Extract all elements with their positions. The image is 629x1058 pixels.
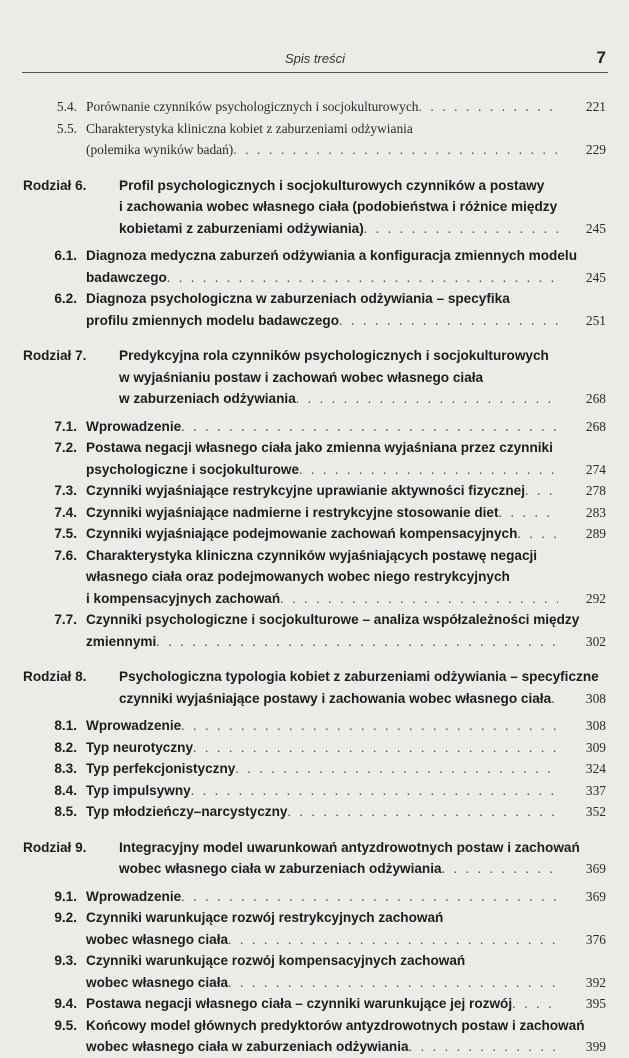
toc-line (0, 631, 629, 653)
toc-line (0, 801, 629, 823)
section-number: 9.5. (54, 1017, 77, 1033)
toc-section-entry (0, 993, 629, 1015)
section-page-number: 392 (585, 974, 606, 990)
chapter-page-number: 268 (585, 391, 606, 406)
chapter-title-line (0, 345, 629, 367)
chapter-title: Integracyjny model uwarunkowań antyzdrowotnych postaw i zachowań (119, 839, 580, 855)
toc-line (0, 480, 629, 502)
section-number: 7.1. (54, 418, 77, 434)
section-page-number: 278 (585, 483, 606, 498)
chapter-title: kobietami z zaburzeniami odżywiania) (119, 220, 364, 236)
page-header (22, 48, 608, 73)
toc-line (0, 737, 629, 759)
running-head: Spis treści (285, 51, 345, 66)
toc-section-entry (0, 96, 629, 118)
section-page-number: 302 (585, 633, 606, 649)
section-number: 9.4. (54, 996, 77, 1011)
section-title: Końcowy model głównych predyktorów antyzdrowotnych postaw i zachowań (86, 1017, 585, 1033)
toc-section-entry (0, 523, 629, 545)
section-title: i kompensacyjnych zachowań (86, 590, 281, 606)
chapter-title: Psychologiczna typologia kobiet z zaburzeniami odżywiania – specyficzne (119, 669, 599, 684)
chapter-block (0, 837, 629, 1058)
chapter-title-line (0, 858, 629, 880)
section-title: Czynniki wyjaśniające restrykcyjne uprawianie aktywności fizycznej (86, 483, 525, 498)
chapter-sections (0, 416, 629, 653)
toc-line (0, 459, 629, 481)
toc-line (0, 1036, 629, 1058)
toc-section-entry (0, 780, 629, 802)
chapter-title-line (0, 175, 629, 197)
section-number: 9.1. (54, 888, 77, 904)
toc-line (0, 310, 629, 332)
section-number: 8.5. (54, 804, 77, 819)
section-title: Czynniki wyjaśniające podejmowanie zachowań kompensacyjnych (86, 526, 518, 541)
dot-leader (233, 139, 558, 161)
chapter-title-line (0, 388, 629, 410)
toc-line (0, 288, 629, 310)
section-page-number: 283 (585, 504, 606, 520)
page-number: 7 (596, 48, 606, 67)
section-page-number: 292 (585, 590, 606, 606)
section-title: (polemika wyników badań) (86, 142, 234, 157)
dot-leader (339, 310, 558, 332)
section-number: 6.2. (54, 291, 77, 306)
section-page-number: 289 (585, 526, 606, 541)
section-page-number: 245 (585, 269, 606, 285)
section-title: Wprowadzenie (86, 418, 182, 434)
chapter-title-line (0, 666, 629, 688)
chapter-heading (0, 666, 629, 709)
toc-line (0, 245, 629, 267)
section-page-number: 369 (585, 888, 606, 904)
dot-leader (551, 688, 558, 710)
section-number: 8.1. (54, 718, 77, 733)
chapter-block (0, 666, 629, 823)
toc-line (0, 758, 629, 780)
section-title: Typ impulsywny (86, 782, 191, 798)
toc-line (0, 929, 629, 951)
section-title: Typ perfekcjonistyczny (86, 761, 236, 776)
section-title: profilu zmiennych modelu badawczego (86, 312, 340, 328)
chapter-label: Rodział 8. (23, 669, 87, 684)
dot-leader (409, 1036, 558, 1058)
section-page-number: 324 (585, 761, 606, 776)
chapter-title-line (0, 837, 629, 859)
dot-leader (299, 459, 558, 481)
dot-leader (296, 388, 558, 410)
section-number: 8.3. (54, 761, 77, 776)
dot-leader (418, 96, 558, 118)
toc-section-entry (0, 288, 629, 331)
toc-line (0, 96, 629, 118)
section-number: 7.7. (54, 612, 77, 627)
chapter-heading (0, 175, 629, 240)
chapter-label: Rodział 6. (23, 177, 87, 193)
toc-line (0, 886, 629, 908)
section-title: Typ młodzieńczy–narcystyczny (86, 804, 288, 819)
chapter-page-number: 369 (585, 861, 606, 876)
toc-line (0, 545, 629, 567)
section-title: Czynniki wyjaśniające nadmierne i restrykcyjne stosowanie diet (86, 504, 499, 520)
section-title: Wprowadzenie (86, 718, 182, 733)
chapter-title-line (0, 196, 629, 218)
toc-section-entry (0, 437, 629, 480)
chapter-title-line (0, 688, 629, 710)
chapter-title-line (0, 218, 629, 240)
section-title: Wprowadzenie (86, 888, 182, 904)
dot-leader (228, 929, 558, 951)
chapter-heading (0, 345, 629, 410)
chapter-block (0, 175, 629, 332)
section-number: 7.3. (54, 483, 77, 498)
section-title: Porównanie czynników psychologicznych i socjokulturowych (86, 99, 419, 114)
section-title: Czynniki psychologiczne i socjokulturowe – analiza współzależności między (86, 612, 580, 627)
toc-line (0, 972, 629, 994)
chapter-title: Predykcyjna rola czynników psychologicznych i socjokulturowych (119, 348, 549, 363)
chapter-title: Profil psychologicznych i socjokulturowych czynników a postawy (119, 177, 545, 193)
section-title: badawczego (86, 269, 167, 285)
section-title: Diagnoza psychologiczna w zaburzeniach odżywiania – specyfika (86, 291, 510, 306)
toc-line (0, 950, 629, 972)
section-page-number: 221 (585, 99, 606, 114)
toc-line (0, 715, 629, 737)
dot-leader (235, 758, 558, 780)
toc-section-entry (0, 801, 629, 823)
section-title: zmiennymi (86, 633, 157, 649)
dot-leader (512, 993, 558, 1015)
toc-section-entry (0, 737, 629, 759)
dot-leader (364, 218, 558, 240)
section-number: 7.5. (54, 526, 77, 541)
dot-leader (181, 886, 558, 908)
toc-line (0, 416, 629, 438)
toc-line (0, 118, 629, 140)
section-title: wobec własnego ciała w zaburzeniach odżywiania (86, 1039, 409, 1054)
toc-line (0, 993, 629, 1015)
section-title: wobec własnego ciała (86, 931, 229, 947)
dot-leader (156, 631, 558, 653)
toc-line (0, 907, 629, 929)
section-title: Charakterystyka kliniczna czynników wyjaśniających postawę negacji (86, 547, 538, 563)
dot-leader (280, 588, 558, 610)
section-number: 5.4. (56, 99, 77, 114)
chapter-title-line (0, 367, 629, 389)
toc-section-entry (0, 715, 629, 737)
section-page-number: 268 (585, 418, 606, 434)
toc-section-entry (0, 1015, 629, 1058)
section-title: wobec własnego ciała (86, 974, 229, 990)
section-title: własnego ciała oraz podejmowanych wobec niego restrykcyjnych (86, 569, 510, 584)
toc-line (0, 267, 629, 289)
chapter-sections (0, 886, 629, 1058)
toc-line (0, 588, 629, 610)
toc-line (0, 139, 629, 161)
section-number: 7.6. (54, 547, 77, 563)
section-page-number: 308 (585, 718, 606, 733)
toc-line (0, 523, 629, 545)
section-title: Typ neurotyczny (86, 739, 194, 755)
section-number: 8.4. (54, 782, 77, 798)
toc-line (0, 566, 629, 588)
section-page-number: 376 (585, 931, 606, 947)
section-page-number: 229 (585, 142, 606, 157)
section-page-number: 337 (585, 782, 606, 798)
toc-section-entry (0, 907, 629, 950)
dot-leader (499, 502, 558, 524)
chapter-sections (0, 245, 629, 331)
section-number: 5.5. (56, 120, 77, 136)
section-title: Diagnoza medyczna zaburzeń odżywiania a konfiguracja zmiennych modelu (86, 248, 577, 263)
toc-line (0, 502, 629, 524)
table-of-contents (0, 96, 629, 1058)
chapter-sections (0, 715, 629, 823)
dot-leader (525, 480, 558, 502)
section-title: Postawa negacji własnego ciała jako zmienna wyjaśniana przez czynniki (86, 440, 553, 455)
toc-section-entry (0, 118, 629, 161)
section-page-number: 395 (585, 996, 606, 1011)
toc-line (0, 609, 629, 631)
toc-section-entry (0, 502, 629, 524)
toc-line (0, 780, 629, 802)
toc-section-entry (0, 545, 629, 610)
section-title: Charakterystyka kliniczna kobiet z zaburzeniami odżywiania (86, 120, 413, 136)
chapter-title: czynniki wyjaśniające postawy i zachowania wobec własnego ciała (119, 690, 552, 706)
section-number: 9.3. (54, 953, 77, 968)
toc-section-entry (0, 950, 629, 993)
section-title: Czynniki warunkujące rozwój kompensacyjnych zachowań (86, 953, 466, 968)
toc-section-entry (0, 245, 629, 288)
section-title: Czynniki warunkujące rozwój restrykcyjnych zachowań (86, 910, 444, 925)
section-page-number: 399 (585, 1039, 606, 1054)
dot-leader (517, 523, 558, 545)
dot-leader (181, 715, 558, 737)
chapter-block (0, 345, 629, 652)
chapter-title: w wyjaśnianiu postaw i zachowań wobec własnego ciała (119, 369, 484, 385)
section-number: 7.4. (54, 504, 77, 520)
dot-leader (167, 267, 558, 289)
dot-leader (193, 737, 558, 759)
dot-leader (181, 416, 558, 438)
chapter-title: i zachowania wobec własnego ciała (podobieństwa i różnice między (119, 199, 558, 214)
chapter-heading (0, 837, 629, 880)
dot-leader (287, 801, 558, 823)
toc-line (0, 1015, 629, 1037)
chapter-label: Rodział 9. (23, 839, 87, 855)
section-number: 6.1. (54, 248, 77, 263)
toc-section-entry (0, 886, 629, 908)
section-page-number: 309 (585, 739, 606, 755)
section-page-number: 274 (585, 461, 606, 477)
chapter-title: wobec własnego ciała w zaburzeniach odżywiania (119, 861, 442, 876)
toc-section-entry (0, 416, 629, 438)
toc-line (0, 437, 629, 459)
chapter-title: w zaburzeniach odżywiania (119, 391, 296, 406)
section-number: 7.2. (54, 440, 77, 455)
dot-leader (228, 972, 558, 994)
section-number: 8.2. (54, 739, 77, 755)
section-page-number: 352 (585, 804, 606, 819)
toc-section-entry (0, 480, 629, 502)
section-number: 9.2. (54, 910, 77, 925)
toc-section-entry (0, 609, 629, 652)
chapter-label: Rodział 7. (23, 348, 87, 363)
chapter-page-number: 308 (585, 690, 606, 706)
section-title: Postawa negacji własnego ciała – czynniki warunkujące jej rozwój (86, 996, 513, 1011)
section-title: psychologiczne i socjokulturowe (86, 461, 300, 477)
chapter-page-number: 245 (585, 220, 606, 236)
intro-sections (0, 96, 629, 161)
dot-leader (191, 780, 558, 802)
dot-leader (442, 858, 558, 880)
section-page-number: 251 (585, 312, 606, 328)
toc-section-entry (0, 758, 629, 780)
